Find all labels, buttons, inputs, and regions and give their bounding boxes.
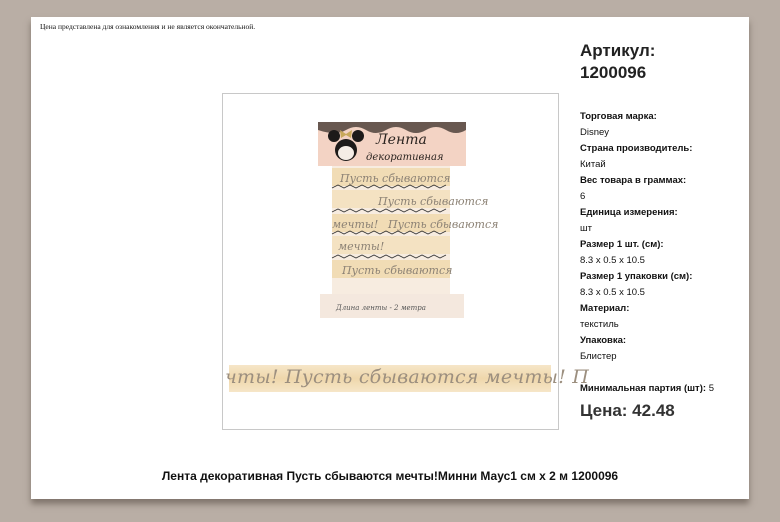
price-disclaimer: Цена представлена для ознакомления и не является окончательной. [40, 22, 256, 31]
spec-value-package-size: 8.3 x 0.5 x 10.5 [580, 287, 645, 298]
spec-value-country: Китай [580, 159, 606, 170]
spec-value-packaging: Блистер [580, 351, 617, 362]
spec-label-unit: Единица измерения: [580, 207, 678, 218]
min-batch-label: Минимальная партия (шт): [580, 383, 707, 394]
svg-text:Пусть сбываются: Пусть сбываются [378, 195, 489, 208]
ribbon-card-illustration [318, 122, 499, 318]
svg-text:Пусть сбываются: Пусть сбываются [388, 218, 499, 231]
spec-value-item-size: 8.3 x 0.5 x 10.5 [580, 255, 645, 266]
svg-text:Длина ленты - 2 метра: Длина ленты - 2 метра [336, 304, 426, 312]
spec-label-brand: Торговая марка: [580, 111, 657, 122]
svg-text:Лента: Лента [376, 132, 427, 148]
ribbon-wraps [332, 168, 498, 278]
min-batch [580, 383, 714, 394]
article-label: Артикул: [580, 41, 656, 60]
spec-value-unit: шт [580, 223, 592, 234]
ribbon-sample-strip [225, 365, 590, 392]
svg-text:Пусть сбываются: Пусть сбываются [342, 264, 453, 277]
spec-label-packaging: Упаковка: [580, 335, 627, 346]
article-number: 1200096 [580, 63, 647, 82]
product-sheet [31, 17, 749, 499]
spec-value-brand: Disney [580, 127, 610, 138]
product-caption: Лента декоративная Пусть сбываются мечты!Минни Маус1 см х 2 м 1200096 [161, 469, 619, 483]
spec-label-item-size: Размер 1 шт. (см): [580, 239, 664, 250]
svg-text:Пусть сбываются: Пусть сбываются [340, 172, 451, 185]
spec-value-weight: 6 [580, 191, 586, 202]
min-batch-value: 5 [708, 383, 714, 394]
spec-label-material: Материал: [580, 303, 630, 314]
ribbon-strip-text: чты! Пусть сбываются мечты! П [225, 366, 590, 388]
svg-text:мечты!: мечты! [338, 240, 385, 253]
spec-label-weight: Вес товара в граммах: [580, 175, 687, 186]
price: Цена: 42.48 [580, 401, 675, 420]
svg-text:мечты!: мечты! [332, 218, 379, 231]
spec-value-material: текстиль [580, 319, 619, 330]
spec-label-country: Страна производитель: [580, 143, 693, 154]
spec-label-package-size: Размер 1 упаковки (см): [580, 271, 693, 282]
svg-text:декоративная: декоративная [366, 152, 444, 163]
